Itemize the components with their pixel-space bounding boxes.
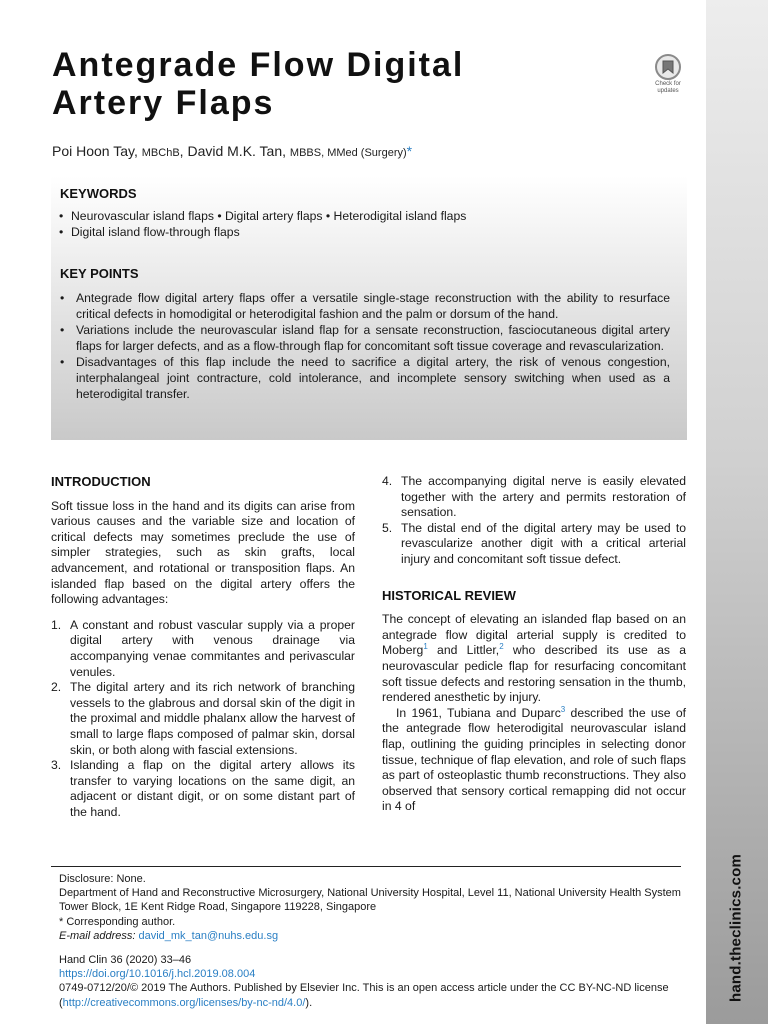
key-point-item: • Disadvantages of this flap include the need to sacrifice a digital artery, the risk of venous congestion, interphalangeal joint contracture, cold intolerance, and incomplete sensory switching when used as a heterodigital transfer. [58, 354, 670, 402]
advantage-item: 1. A constant and robust vascular supply via a proper digital artery with venous drainage via accompanying venae commitantes and perivascular venules. [51, 617, 355, 679]
author-line: Poi Hoon Tay, MBChB, David M.K. Tan, MBBS, MMed (Surgery)* [52, 143, 413, 159]
introduction-paragraph: Soft tissue loss in the hand and its digits can arise from various causes and the variable size and location of critical defects may sometimes preclude the use of simpler strategies, such as skin grafts, local advancement, and rotational or transposition flaps. An islanded flap based on the digital artery offers the following advantages: [51, 498, 355, 607]
author-2-name: David M.K. Tan, [187, 143, 287, 159]
historical-review-heading: HISTORICAL REVIEW [382, 587, 516, 603]
footnote-divider [51, 866, 681, 867]
reference-link[interactable]: 3 [560, 704, 566, 714]
author-2-degree: MBBS, MMed (Surgery) [289, 147, 407, 159]
journal-url: hand.theclinics.com [727, 854, 745, 1002]
keywords-list [58, 208, 466, 240]
title-line-2: Artery Flaps [52, 84, 275, 122]
email-link[interactable]: david_mk_tan@nuhs.edu.sg [138, 929, 279, 942]
advantages-list [51, 618, 355, 821]
keyword-line: • Neurovascular island flaps • Digital artery flaps • Heterodigital island flaps [58, 208, 466, 224]
advantage-item: 4. The accompanying digital nerve is easily elevated together with the artery and permits restoration of sensation. [382, 474, 686, 520]
advantage-item: 3. Islanding a flap on the digital artery allows its transfer to varying locations on the same digit, an adjacent or distant digit, or on some distant part of the hand. [51, 758, 355, 819]
doi-link[interactable]: https://doi.org/10.1016/j.hcl.2019.08.004 [59, 968, 256, 981]
bookmark-icon [655, 54, 681, 80]
right-column [382, 474, 686, 815]
license-link[interactable]: http://creativecommons.org/licenses/by-nc-nd/4.0/ [62, 996, 306, 1009]
title-line-1: Antegrade Flow Digital [52, 46, 465, 84]
affiliation: Department of Hand and Reconstructive Microsurgery, National University Hospital, Level 11, National University Health System Tower Block, 1E Kent Ridge Road, Singapore 119228, Singapore [59, 887, 681, 914]
advantages-list-continued [382, 474, 686, 568]
article-title [52, 46, 612, 122]
email-line: E-mail address: david_mk_tan@nuhs.edu.sg [59, 929, 279, 942]
left-column [51, 474, 355, 820]
keywords-keypoints-box [51, 176, 687, 440]
check-for-updates-badge[interactable] [648, 54, 688, 95]
author-1-degree: MBChB [141, 147, 180, 159]
reference-link[interactable]: 2 [499, 642, 504, 652]
footnotes [59, 872, 687, 943]
license-text: 0749-0712/20/© 2019 The Authors. Published by Elsevier Inc. This is an open access article under the CC BY-NC-ND license (http://creativecommons.org/licenses/by-nc-nd/4.0/). [59, 982, 669, 1009]
badge-label: Check for updates [655, 81, 681, 94]
historical-paragraph-1: The concept of elevating an islanded flap based on an antegrade flow digital arterial supply is credited to Moberg$^1$ and Littler,$^2$ who described its use as a neurovascular pedicle flap for resurfacing concomitant soft tissue defects and restoring sensation in the thumb, rendered anesthetic by injury. [382, 612, 686, 705]
corresponding-author-note: * Corresponding author. [59, 915, 176, 928]
key-point-item: • Antegrade flow digital artery flaps offer a versatile single-stage reconstruction with the ability to resurface critical defects in homodigital or heterodigital fashion and the palm or dorsum of the hand. [58, 290, 670, 322]
historical-paragraph-2: In 1961, Tubiana and Duparc$^3$ described the use of the antegrade flow heterodigital neurovascular island flap, outlining the guiding principles in selecting donor tissue, technique of flap elevation, and role of such flaps as part of osteoplastic thumb reconstructions. They also observed that sensory cortical remapping did not occur in 4 of [382, 704, 686, 814]
key-point-item: • Variations include the neurovascular island flap for a sensate reconstruction, fasciocutaneous digital artery flaps for larger defects, and as a flow-through flap for concomitant soft tissue coverage and revascularization. [58, 322, 670, 354]
introduction-heading: INTRODUCTION [51, 474, 151, 489]
citation: Hand Clin 36 (2020) 33–46 [59, 954, 192, 966]
author-1-name: Poi Hoon Tay, [52, 143, 138, 159]
corresponding-author-link[interactable]: * [406, 143, 413, 159]
publication-info [59, 953, 687, 1010]
keywords-heading: KEYWORDS [60, 186, 137, 201]
disclosure: Disclosure: None. [59, 873, 146, 885]
advantage-item: 2. The digital artery and its rich network of branching vessels to the glabrous and dorsal skin of the digit in the proximal and middle phalanx allow the harvest of small to large flaps composed of palmar skin, dorsal skin, or both along with fascial extensions. [51, 680, 355, 757]
key-points-heading: KEY POINTS [60, 266, 139, 281]
advantage-item: 5. The distal end of the digital artery may be used to revascularize another digit with a critical arterial injury and concomitant soft tissue defect. [382, 520, 686, 566]
keyword-line: • Digital island flow-through flaps [58, 224, 466, 240]
key-points-list [58, 290, 670, 402]
reference-link[interactable]: 1 [423, 642, 428, 652]
